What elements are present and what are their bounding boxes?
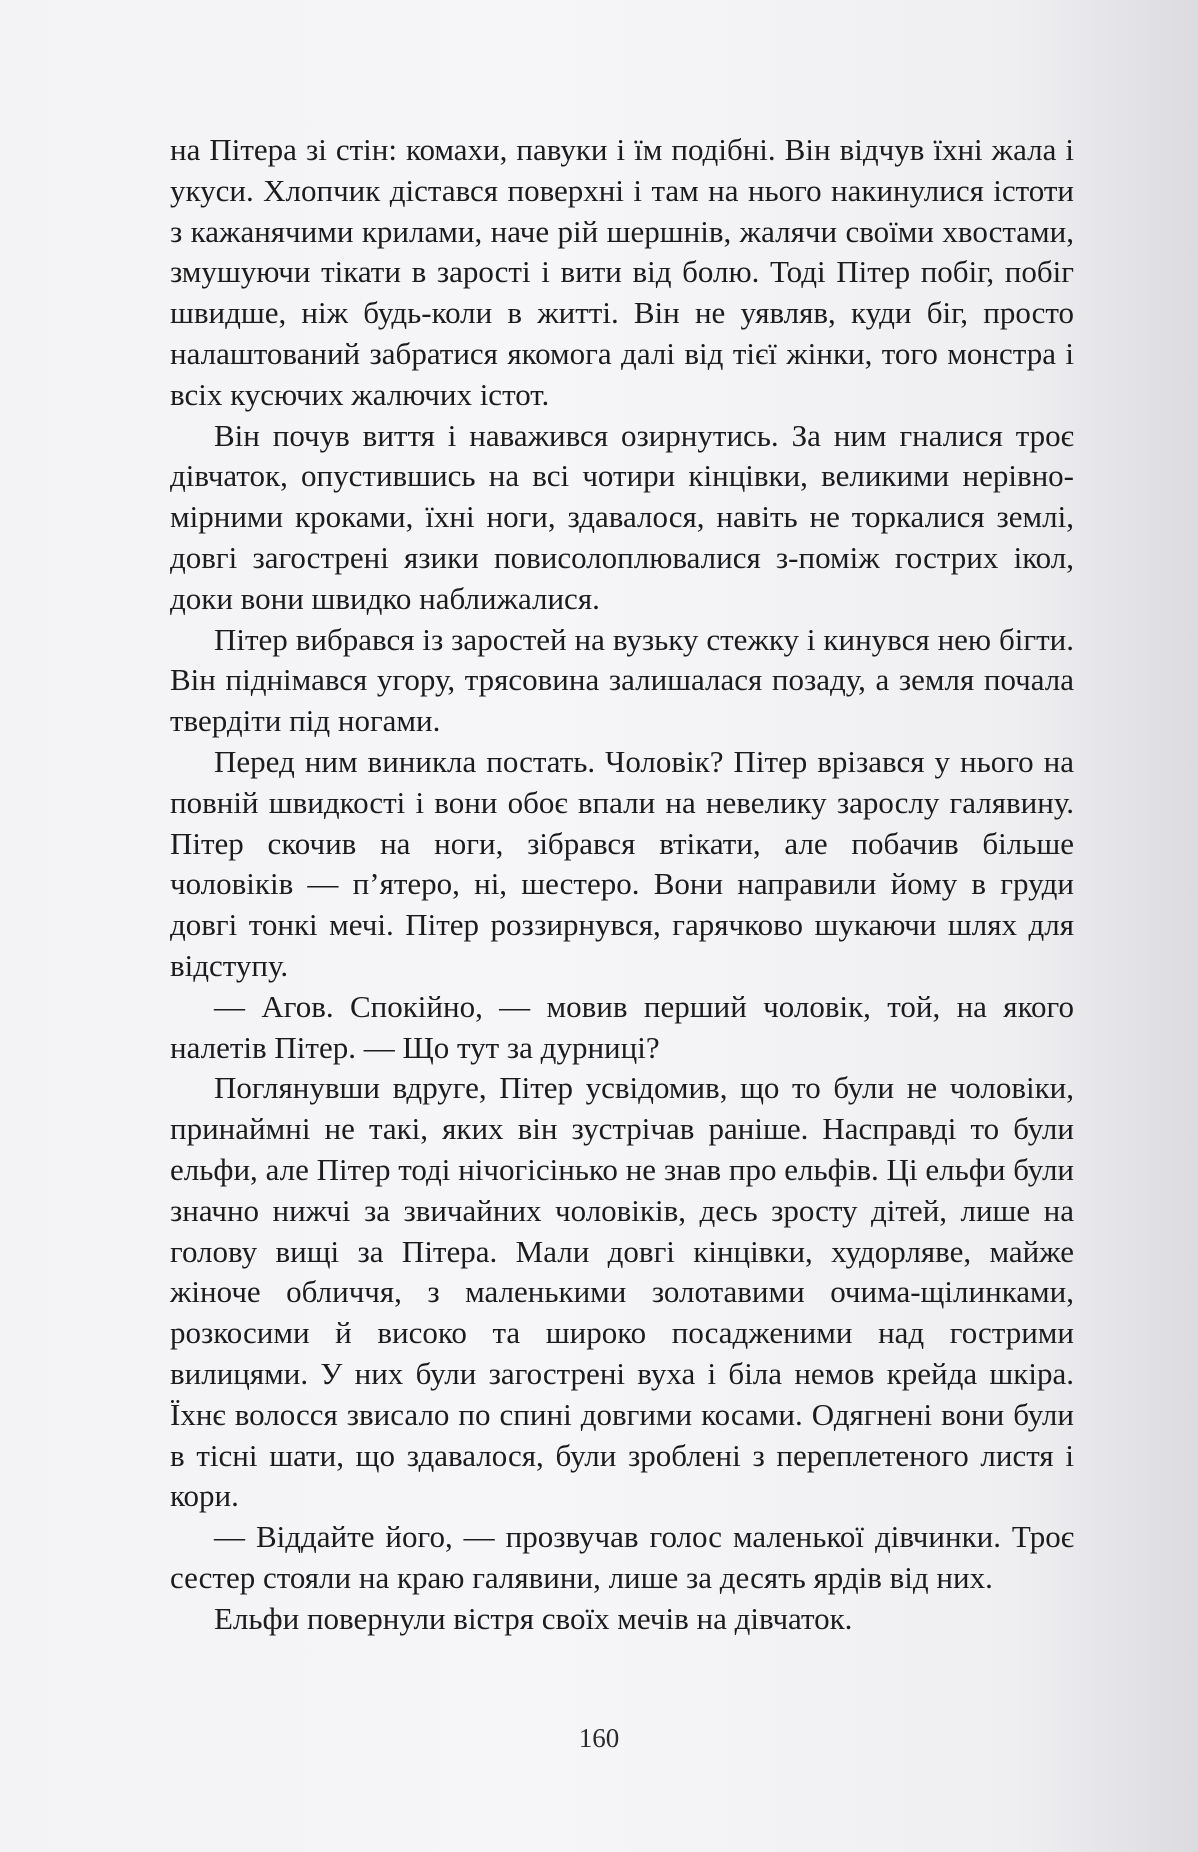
- paragraph: — Агов. Спокійно, — мовив перший чоловік, той, на якого налетів Пітер. — Що тут за дурниці?: [170, 988, 1074, 1065]
- page-number: 160: [578, 1723, 620, 1753]
- paragraph: Перед ним виникла постать. Чоловік? Пітер врізався у нього на повній швидкості і вони обоє впали на невелику зарослу галявину. Пітер скочив на ноги, зібрався втікати, але побачив більше чоловіків — п’ятеро, ні, шестеро. Вони направили йому в груди довгі тонкі мечі. Пітер роззирнувся, гарячково шукаючи шлях для відступу.: [170, 743, 1074, 983]
- paragraph: Ельфи повернули вістря своїх мечів на дівчаток.: [214, 1600, 853, 1636]
- paragraph: Пітер вибрався із заростей на вузьку стежку і кинувся нею бігти. Він піднімався угору, трясовина залишалася позаду, а земля почала твердіти під ногами.: [170, 621, 1074, 739]
- paragraph: на Пітера зі стін: комахи, павуки і їм подібні. Він відчув їхні жала і укуси. Хлопчик дістався поверхні і там на нього накинулися істоти з кажанячими крилами, наче рій шершнів, жалячи своїми хвостами, змушуючи тікати в зарості і вити від болю. Тоді Пітер побіг, побіг швидше, ніж будь-коли в житті. Він не уявляв, куди біг, просто налаштований забратися якомога далі від тієї жінки, того монстра і всіх кусючих жалючих істот.: [170, 132, 1074, 412]
- paragraph: — Віддайте його, — прозвучав голос маленької дівчинки. Троє сестер стояли на краю галявини, лише за десять ярдів від них.: [170, 1519, 1074, 1595]
- paragraph: Він почув виття і наважився озирнутись. За ним гналися троє дівчаток, опустившись на всі чотири кінцівки, великими нерівномірними кроками, їхні ноги, здавалося, навіть не торкалися землі, довгі загострені язики повисолоплювалися з-поміж гострих ікол, доки вони швидко наближалися.: [170, 417, 1074, 616]
- body-text: [170, 130, 1074, 1639]
- paragraph: Поглянувши вдруге, Пітер усвідомив, що то були не чоловіки, принаймні не такі, яких він зустрічав раніше. Насправді то були ельфи, але Пітер тоді нічогісінько не знав про ельфів. Ці ельфи були значно нижчі за звичайних чоловіків, десь зросту дітей, лише на голову вищі за Пітера. Мали довгі кінцівки, худорляве, майже жіноче обличчя, з маленькими золотавими очима-щілинками, розкосими й високо та широко посадженими над гострими вилицями. У них були загострені вуха і біла немов крейда шкіра. Їхнє волосся звисало по спині довгими косами. Одягнені вони були в тісні шати, що здавалося, були зроблені з переплетеного листя і кори.: [170, 1070, 1074, 1514]
